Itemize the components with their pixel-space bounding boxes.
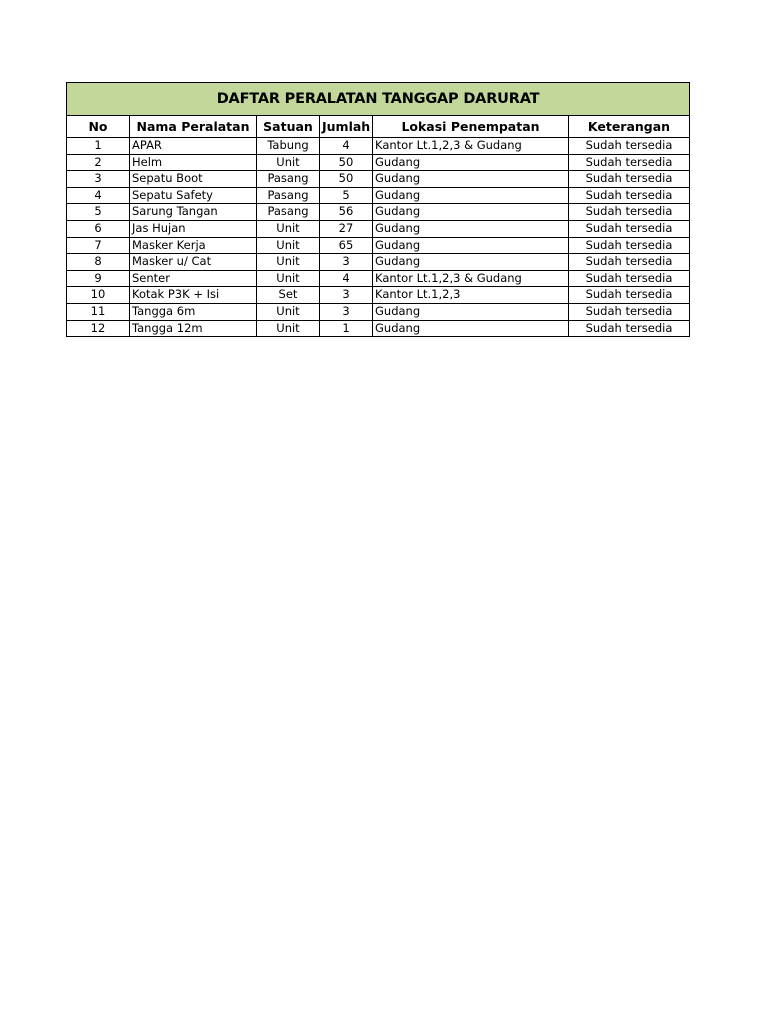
cell-lokasi-penempatan: Kantor Lt.1,2,3 & Gudang	[373, 270, 569, 287]
cell-jumlah: 3	[320, 287, 373, 304]
cell-keterangan: Sudah tersedia	[569, 287, 690, 304]
cell-lokasi-penempatan: Gudang	[373, 237, 569, 254]
table-title: DAFTAR PERALATAN TANGGAP DARURAT	[67, 83, 690, 116]
table-row	[67, 303, 690, 320]
cell-jumlah: 50	[320, 171, 373, 188]
cell-jumlah: 50	[320, 154, 373, 171]
cell-keterangan: Sudah tersedia	[569, 204, 690, 221]
equipment-table	[66, 82, 690, 337]
cell-no: 10	[67, 287, 130, 304]
cell-lokasi-penempatan: Gudang	[373, 303, 569, 320]
table-row	[67, 270, 690, 287]
cell-jumlah: 65	[320, 237, 373, 254]
table-row	[67, 187, 690, 204]
header-lokasi-penempatan: Lokasi Penempatan	[373, 116, 569, 138]
cell-satuan: Set	[257, 287, 320, 304]
cell-satuan: Pasang	[257, 187, 320, 204]
cell-jumlah: 3	[320, 254, 373, 271]
table-row	[67, 320, 690, 337]
cell-keterangan: Sudah tersedia	[569, 154, 690, 171]
cell-lokasi-penempatan: Gudang	[373, 154, 569, 171]
cell-nama-peralatan: APAR	[130, 138, 257, 155]
cell-nama-peralatan: Sepatu Safety	[130, 187, 257, 204]
cell-jumlah: 3	[320, 303, 373, 320]
cell-lokasi-penempatan: Gudang	[373, 204, 569, 221]
cell-nama-peralatan: Senter	[130, 270, 257, 287]
cell-nama-peralatan: Tangga 12m	[130, 320, 257, 337]
cell-no: 5	[67, 204, 130, 221]
header-row	[67, 116, 690, 138]
cell-lokasi-penempatan: Gudang	[373, 171, 569, 188]
cell-satuan: Unit	[257, 270, 320, 287]
table-row	[67, 171, 690, 188]
cell-satuan: Pasang	[257, 204, 320, 221]
cell-satuan: Unit	[257, 254, 320, 271]
cell-jumlah: 4	[320, 138, 373, 155]
cell-lokasi-penempatan: Gudang	[373, 320, 569, 337]
cell-satuan: Unit	[257, 320, 320, 337]
header-nama-peralatan: Nama Peralatan	[130, 116, 257, 138]
cell-keterangan: Sudah tersedia	[569, 187, 690, 204]
cell-satuan: Unit	[257, 154, 320, 171]
cell-nama-peralatan: Masker u/ Cat	[130, 254, 257, 271]
cell-jumlah: 1	[320, 320, 373, 337]
table-row	[67, 138, 690, 155]
cell-jumlah: 27	[320, 220, 373, 237]
cell-lokasi-penempatan: Kantor Lt.1,2,3 & Gudang	[373, 138, 569, 155]
cell-satuan: Pasang	[257, 171, 320, 188]
cell-nama-peralatan: Sarung Tangan	[130, 204, 257, 221]
table-row	[67, 204, 690, 221]
cell-satuan: Unit	[257, 237, 320, 254]
table-row	[67, 154, 690, 171]
header-jumlah: Jumlah	[320, 116, 373, 138]
cell-satuan: Tabung	[257, 138, 320, 155]
header-no: No	[67, 116, 130, 138]
cell-no: 9	[67, 270, 130, 287]
cell-keterangan: Sudah tersedia	[569, 303, 690, 320]
cell-no: 6	[67, 220, 130, 237]
cell-nama-peralatan: Sepatu Boot	[130, 171, 257, 188]
header-satuan: Satuan	[257, 116, 320, 138]
cell-nama-peralatan: Kotak P3K + Isi	[130, 287, 257, 304]
cell-nama-peralatan: Masker Kerja	[130, 237, 257, 254]
cell-keterangan: Sudah tersedia	[569, 237, 690, 254]
cell-keterangan: Sudah tersedia	[569, 138, 690, 155]
cell-no: 3	[67, 171, 130, 188]
cell-satuan: Unit	[257, 303, 320, 320]
table-row	[67, 287, 690, 304]
cell-no: 11	[67, 303, 130, 320]
table-row	[67, 254, 690, 271]
cell-keterangan: Sudah tersedia	[569, 270, 690, 287]
cell-no: 1	[67, 138, 130, 155]
cell-lokasi-penempatan: Gudang	[373, 254, 569, 271]
cell-keterangan: Sudah tersedia	[569, 254, 690, 271]
cell-lokasi-penempatan: Gudang	[373, 187, 569, 204]
cell-keterangan: Sudah tersedia	[569, 220, 690, 237]
title-row	[67, 83, 690, 116]
cell-satuan: Unit	[257, 220, 320, 237]
cell-keterangan: Sudah tersedia	[569, 320, 690, 337]
cell-keterangan: Sudah tersedia	[569, 171, 690, 188]
cell-no: 12	[67, 320, 130, 337]
header-keterangan: Keterangan	[569, 116, 690, 138]
cell-jumlah: 4	[320, 270, 373, 287]
cell-no: 2	[67, 154, 130, 171]
cell-jumlah: 56	[320, 204, 373, 221]
cell-lokasi-penempatan: Kantor Lt.1,2,3	[373, 287, 569, 304]
cell-jumlah: 5	[320, 187, 373, 204]
cell-nama-peralatan: Helm	[130, 154, 257, 171]
table-row	[67, 237, 690, 254]
table-row	[67, 220, 690, 237]
cell-no: 4	[67, 187, 130, 204]
cell-lokasi-penempatan: Gudang	[373, 220, 569, 237]
cell-nama-peralatan: Jas Hujan	[130, 220, 257, 237]
cell-nama-peralatan: Tangga 6m	[130, 303, 257, 320]
cell-no: 8	[67, 254, 130, 271]
cell-no: 7	[67, 237, 130, 254]
